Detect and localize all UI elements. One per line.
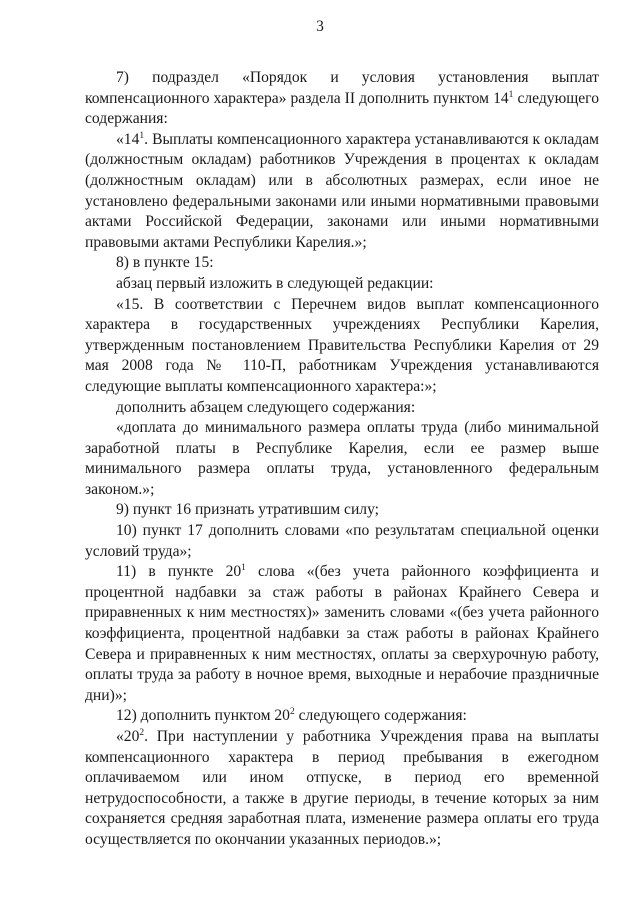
paragraph-p11 xyxy=(85,706,599,727)
paragraph-text: «14 xyxy=(116,130,140,148)
paragraph-text: 7) подраздел «Порядок и условия установления выплат компенсационного характера» раздела II дополнить пунктом 14 xyxy=(85,69,599,107)
paragraph-text: «20 xyxy=(116,728,140,745)
paragraph-text: «доплата до минимального размера оплаты труда (либо минимальной заработной платы в Республике Карелия, если ее размер выше минимального размера оплаты труда, установленного федеральным законом.»; xyxy=(85,419,599,498)
paragraph-text: 12) дополнить пунктом 20 xyxy=(116,707,290,725)
paragraph-text: 10) пункт 17 дополнить словами «по результатам специальной оценки условий труда»; xyxy=(85,522,599,560)
superscript-index: 2 xyxy=(139,728,145,738)
paragraph-p3 xyxy=(85,253,599,274)
page-number: 3 xyxy=(316,18,324,35)
paragraph-p4 xyxy=(85,274,599,295)
paragraph-text: слова «(без учета районного коэффициента и процентной надбавки за стаж работы в районах Крайнего Севера и приравненных к ним местностях)» заменить словами «(без учета районного коэффициента, процентной надбавки за стаж работы в районах Крайнего Севера и приравненных к ним местностях, оплаты за сверхурочную работу, оплаты труда за работу в ночное время, выходные и нерабочие праздничные дни)»; xyxy=(85,563,599,704)
superscript-index: 2 xyxy=(289,707,295,718)
paragraph-p12 xyxy=(85,727,599,851)
paragraph-text: 8) в пункте 15: xyxy=(116,254,214,272)
document-body xyxy=(85,68,599,851)
paragraph-p8 xyxy=(85,500,599,521)
paragraph-p6 xyxy=(85,398,599,419)
paragraph-p9 xyxy=(85,521,599,562)
paragraph-p1 xyxy=(85,68,599,130)
superscript-index: 1 xyxy=(139,130,145,141)
paragraph-p10 xyxy=(85,562,599,706)
paragraph-text: . Выплаты компенсационного характера устанавливаются к окладам (должностным окладам) работников Учреждения в процентах к окладам (должностным окладам) или в абсолютных размерах, если иное не установлено федеральными законами или иными нормативными правовыми актами Российской Федерации, законами или иными нормативными правовыми актами Республики Карелия.»; xyxy=(85,130,599,251)
paragraph-p2 xyxy=(85,130,599,254)
paragraph-text: следующего содержания: xyxy=(85,89,599,128)
paragraph-text: дополнить абзацем следующего содержания: xyxy=(116,398,416,416)
paragraph-p5 xyxy=(85,295,599,398)
paragraph-text: 11) в пункте 20 xyxy=(116,563,242,581)
paragraph-text: абзац первый изложить в следующей редакции: xyxy=(116,274,434,292)
paragraph-text: «15. В соответствии с Перечнем видов выплат компенсационного характера в государственных учреждениях Республики Карелия, утвержденным постановлением Правительства Республики Карелия от 29 мая 2008 года № 110-П, работникам Учреждения устанавливаются следующие выплаты компенсационного характера:»; xyxy=(85,295,599,395)
paragraph-p7 xyxy=(85,418,599,500)
paragraph-text: . При наступлении у работника Учреждения права на выплаты компенсационного характера в период пребывания в ежегодном оплачиваемом или ином отпуске, в период его временной нетрудоспособности, а также в другие периоды, в течение которых за ним сохраняется средняя заработная плата, изменение размера оплаты его труда осуществляется по окончании указанных периодов.»; xyxy=(85,728,599,848)
superscript-index: 1 xyxy=(241,563,246,574)
superscript-index: 1 xyxy=(508,89,514,100)
paragraph-text: 9) пункт 16 признать утратившим силу; xyxy=(116,501,380,519)
paragraph-text: следующего содержания: xyxy=(294,707,467,725)
